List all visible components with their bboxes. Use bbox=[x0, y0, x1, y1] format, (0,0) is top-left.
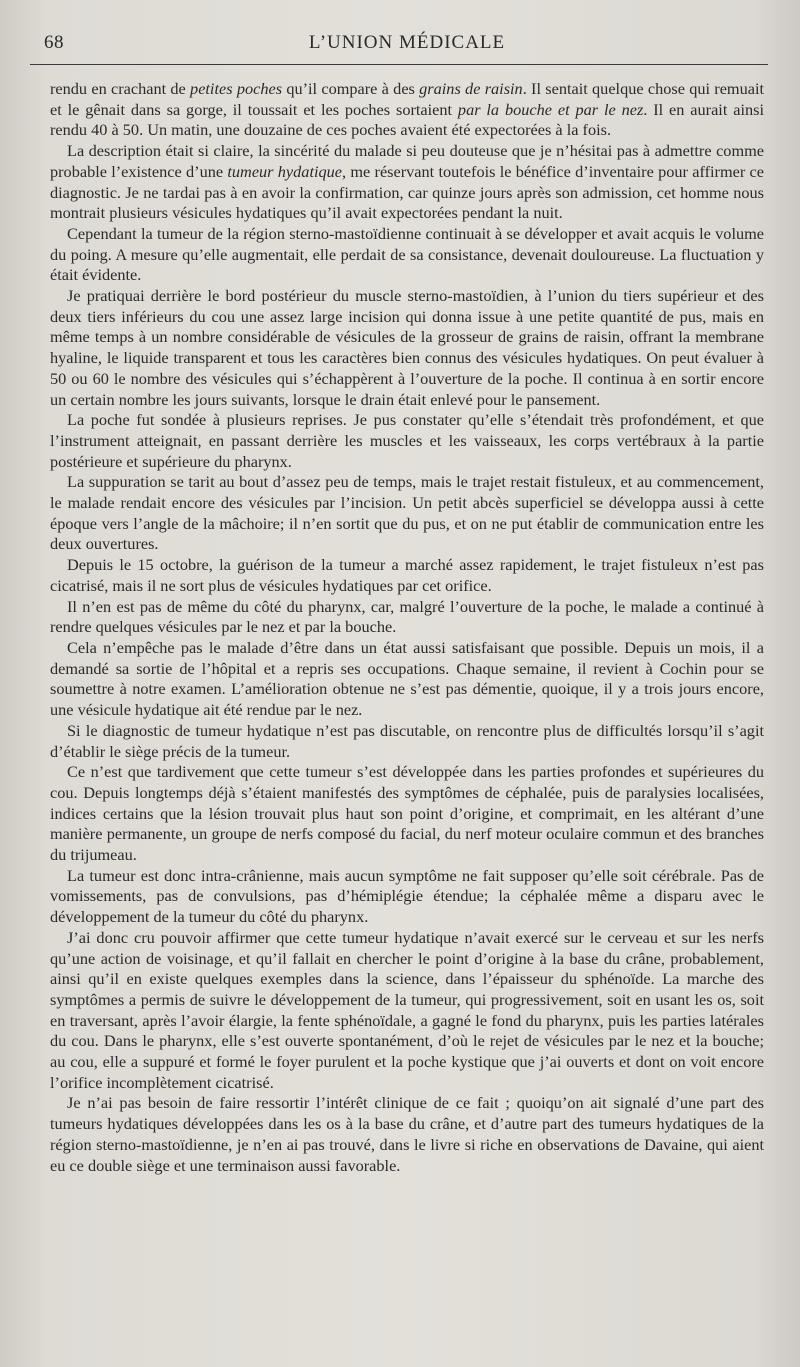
text-run: Depuis le 15 octobre, la guérison de la tumeur a marché assez rapidement, le trajet fistuleux n’est pas cicatrisé, mais il ne sort plus de vésicules hydatiques par cet orifice. bbox=[50, 555, 764, 595]
paragraph bbox=[50, 1093, 764, 1176]
article-body bbox=[50, 79, 764, 1176]
italic-text: tumeur hydatique bbox=[227, 161, 342, 181]
paragraph bbox=[50, 472, 764, 555]
paragraph bbox=[50, 762, 764, 866]
text-run: Cependant la tumeur de la région sterno-mastoïdienne continuait à se développer et avait acquis le volume du poing. A mesure qu’elle augmentait, elle perdait de sa consistance, devenait douloureuse. La fluctuation y était évidente. bbox=[50, 223, 764, 285]
text-run: La tumeur est donc intra-crânienne, mais aucun symptôme ne fait supposer qu’elle soit cérébrale. Pas de vomissements, pas de convulsions, pas d’hémiplégie étendue; la céphalée même a disparu avec le développement de la tumeur du côté du pharynx. bbox=[50, 865, 764, 927]
italic-text: petites poches bbox=[190, 79, 283, 98]
text-run: rendu en crachant de bbox=[50, 79, 191, 98]
paragraph bbox=[50, 928, 764, 1094]
text-run: Je pratiquai derrière le bord postérieur du muscle sterno-mastoïdien, à l’union du tiers supérieur et des deux tiers inférieurs du cou une assez large incision qui donna issue à une petite quantité de pus, mais en même temps à un nombre considérable de vésicules de la grosseur de grains de raisin, offrant la membrane hyaline, le liquide transparent et tous les caractères bien connus des vésicules hydatiques. On peut évaluer à 50 ou 60 le nombre des vésicules qui s’échappèrent à l’ouverture de la poche. Il continua à en sortir encore un certain nombre les jours suivants, lorsque le drain était enlevé pour le pansement. bbox=[50, 286, 764, 409]
page-number: 68 bbox=[44, 32, 64, 53]
text-run: Il n’en est pas de même du côté du pharynx, car, malgré l’ouverture de la poche, le malade a continué à rendre quelques vésicules par le nez et par la bouche. bbox=[50, 596, 764, 637]
paragraph bbox=[50, 638, 764, 721]
paragraph bbox=[50, 721, 764, 762]
paragraph bbox=[50, 555, 764, 596]
running-title: L’UNION MÉDICALE bbox=[308, 32, 506, 53]
text-run: Cela n’empêche pas le malade d’être dans un état aussi satisfaisant que possible. Depuis un mois, il a demandé sa sortie de l’hôpital et a repris ses occupations. Chaque semaine, il revient à Cochin pour se soumettre à notre examen. L’amélioration obtenue ne s’est pas démentie, quoique, il y a trois jours encore, une vésicule hydatique ait été rendue par le nez. bbox=[50, 637, 764, 720]
paragraph bbox=[50, 597, 764, 638]
text-run: qu’il compare à des bbox=[282, 79, 420, 98]
text-run: La suppuration se tarit au bout d’assez peu de temps, mais le trajet restait fistuleux, et au commencement, le malade rendait encore des vésicules par l’incision. Un petit abcès superficiel se développa aussi à cette époque vers l’angle de la mâchoire; il n’en sortit que du pus, et on ne put établir de communication entre les deux ouvertures. bbox=[50, 472, 764, 554]
page-header bbox=[44, 28, 764, 62]
paragraph bbox=[50, 79, 764, 141]
paragraph bbox=[50, 410, 764, 472]
paragraph bbox=[50, 224, 764, 286]
text-run: Ce n’est que tardivement que cette tumeur s’est développée dans les parties profondes et supérieures du cou. Depuis longtemps déjà s’étaient manifestés des symptômes de céphalée, puis de paralysies localisées, indices certains que la lésion trouvait plus haut son point d’origine, et comprimait, en les altérant d’une manière permanente, un groupe de nerfs composé du facial, du nerf moteur oculaire commun et des branches du trijumeau. bbox=[50, 762, 764, 865]
text-run: La description était si claire, la sincérité du malade si peu douteuse que je n’hésitai pas à admettre comme probable l’existence d’une bbox=[50, 141, 764, 181]
text-run: J’ai donc cru pouvoir affirmer que cette tumeur hydatique n’avait exercé sur le cerveau et sur les nerfs qu’une action de voisinage, et qu’il fallait en chercher le point d’origine à la base du crâne, probablement, ainsi qu’il en existe quelques exemples dans la science, dans l’épaisseur du sphénoïde. La marche des symptômes a permis de suivre le développement de la tumeur, qui progressivement, soit en usant les os, soit en traversant, après l’avoir élargie, la fente sphénoïdale, a gagné le fond du pharynx, puis les parties latérales du cou. Dans le pharynx, elle s’est ouverte spontanément, d’où le rejet de vésicules par le nez et la bouche; au cou, elle a suppuré et formé le foyer purulent et la poche kystique que j’ai ouverts et dont on voit encore l’orifice incomplètement cicatrisé. bbox=[50, 927, 764, 1092]
header-rule bbox=[30, 64, 768, 65]
text-run: . Il sentait quelque chose qui remuait et le gênait dans sa gorge, il toussait et les poches sortaient bbox=[50, 79, 765, 119]
text-run: . Il en aurait ainsi rendu 40 à 50. Un matin, une douzaine de ces poches avaient été expectorées à la fois. bbox=[50, 99, 764, 140]
paragraph bbox=[50, 286, 764, 410]
text-run: La poche fut sondée à plusieurs reprises. Je pus constater qu’elle s’étendait très profondément, et que l’instrument atteignait, en passant derrière les muscles et les vaisseaux, les corps vertébraux à la partie postérieure et supérieure du pharynx. bbox=[50, 410, 764, 471]
paragraph bbox=[50, 141, 764, 224]
text-run: , me réservant toutefois le bénéfice d’inventaire pour affirmer ce diagnostic. Je ne tardai pas à en avoir la confirmation, car quinze jours après son admission, cet homme nous montrait plusieurs vésicules hydatiques qu’il avait expectorées pendant la nuit. bbox=[50, 161, 764, 223]
italic-text: par la bouche et par le nez bbox=[457, 99, 644, 119]
text-run: Je n’ai pas besoin de faire ressortir l’intérêt clinique de ce fait ; quoiqu’on ait signalé d’une part des tumeurs hydatiques développées dans les os à la base du crâne, et d’autre part des tumeurs hydatiques de la région sterno-mastoïdienne, je n’en ai pas trouvé, dans le livre si riche en observations de Davaine, qui aient eu ce double siège et une terminaison aussi favorable. bbox=[50, 1093, 764, 1175]
paragraph bbox=[50, 866, 764, 928]
text-run: Si le diagnostic de tumeur hydatique n’est pas discutable, on rencontre plus de difficultés lorsqu’il s’agit d’établir le siège précis de la tumeur. bbox=[50, 720, 764, 761]
italic-text: grains de raisin bbox=[419, 79, 523, 98]
